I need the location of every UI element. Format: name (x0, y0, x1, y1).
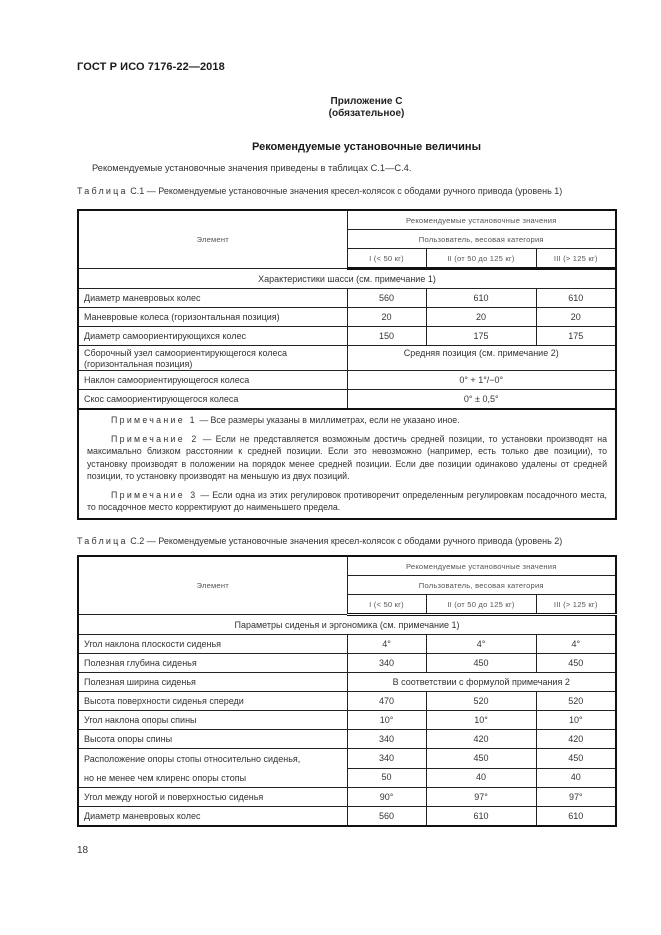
row-value: 470 (347, 692, 426, 711)
table-row (78, 692, 616, 711)
row-element: Угол наклона опоры спины (78, 711, 347, 730)
appendix-type: (обязательное) (328, 108, 405, 119)
row-value: 10° (536, 711, 616, 730)
row-value: 520 (426, 692, 536, 711)
section-row: Параметры сиденья и эргономика (см. примечание 1) (78, 615, 616, 635)
row-value: 560 (347, 289, 426, 308)
note-text: — Если одна из этих регулировок противоречит определенным регулировкам посадочного места, то посадочное место корректируют до наименьшего предела. (87, 489, 607, 512)
table-row (78, 730, 616, 749)
row-value: 150 (347, 327, 426, 346)
row-merged-value: 0° + 1°/−0° (347, 371, 616, 390)
row-value: 4° (536, 635, 616, 654)
table-row (78, 390, 616, 410)
row-value: 340 (347, 654, 426, 673)
table1-caption (77, 186, 562, 196)
row-element: Диаметр самоориентирующихся колес (78, 327, 347, 346)
row-value: 610 (536, 289, 616, 308)
header-recommended: Рекомендуемые установочные значения (347, 210, 616, 230)
header-user-category: Пользователь, весовая категория (347, 230, 616, 249)
note-3 (87, 489, 607, 514)
intro-paragraph: Рекомендуемые установочные значения приведены в таблицах С.1—С.4. (92, 163, 412, 173)
row-element: Полезная глубина сиденья (78, 654, 347, 673)
row-value: 90° (347, 788, 426, 807)
header-category-2: II (от 50 до 125 кг) (426, 595, 536, 615)
row-element: Сборочный узел самоориентирующегося колеса (горизонтальная позиция) (78, 346, 347, 371)
table1-caption-text: С.1 — Рекомендуемые установочные значения кресел-колясок с ободами ручного привода (уровень 1) (130, 186, 563, 196)
row-element: Угол наклона плоскости сиденья (78, 635, 347, 654)
table-row (78, 346, 616, 371)
table-c2 (77, 555, 617, 827)
row-value: 450 (536, 749, 616, 769)
table-row (78, 327, 616, 346)
note-1 (87, 414, 607, 427)
row-value: 420 (536, 730, 616, 749)
row-value: 610 (426, 289, 536, 308)
row-element: Полезная ширина сиденья (78, 673, 347, 692)
table-row (78, 289, 616, 308)
row-value: 610 (536, 807, 616, 827)
document-code: ГОСТ Р ИСО 7176-22—2018 (77, 61, 225, 73)
table2-caption-text: С.2 — Рекомендуемые установочные значения кресел-колясок с ободами ручного привода (уровень 2) (130, 536, 563, 546)
row-element-line1: Расположение опоры стопы относительно сиденья, (84, 754, 301, 764)
row-value: 450 (536, 654, 616, 673)
table-c1 (77, 209, 617, 520)
header-category-3: III (> 125 кг) (536, 595, 616, 615)
row-value: 520 (536, 692, 616, 711)
notes-cell (78, 409, 616, 519)
note-label: Примечание 2 (111, 433, 199, 444)
row-element: Маневровые колеса (горизонтальная позиция) (78, 308, 347, 327)
row-value: 20 (347, 308, 426, 327)
row-element: Высота поверхности сиденья спереди (78, 692, 347, 711)
table1-caption-label: Таблица (77, 186, 128, 196)
row-value: 40 (536, 768, 616, 788)
row-value: 20 (426, 308, 536, 327)
note-label: Примечание 3 (111, 489, 198, 500)
row-element-merged (78, 749, 347, 788)
table-row (78, 308, 616, 327)
table-row (78, 711, 616, 730)
header-element: Элемент (78, 556, 347, 615)
row-element: Высота опоры спины (78, 730, 347, 749)
row-value: 610 (426, 807, 536, 827)
row-value: 40 (426, 768, 536, 788)
row-element: Наклон самоориентирующегося колеса (78, 371, 347, 390)
table-row (78, 371, 616, 390)
row-value: 20 (536, 308, 616, 327)
row-value: 340 (347, 749, 426, 769)
section-row: Характеристики шасси (см. примечание 1) (78, 269, 616, 289)
row-value: 450 (426, 749, 536, 769)
row-element: Угол между ногой и поверхностью сиденья (78, 788, 347, 807)
table-row (78, 654, 616, 673)
header-element: Элемент (78, 210, 347, 269)
header-category-1: I (< 50 кг) (347, 595, 426, 615)
row-element-line2: но не менее чем клиренс опоры стопы (84, 773, 247, 783)
row-value: 50 (347, 768, 426, 788)
row-merged-value: В соответствии с формулой примечания 2 (347, 673, 616, 692)
note-2 (87, 433, 607, 483)
header-user-category: Пользователь, весовая категория (347, 576, 616, 595)
row-value: 4° (347, 635, 426, 654)
row-value: 10° (347, 711, 426, 730)
row-merged-value: 0° ± 0,5° (347, 390, 616, 410)
note-text: — Если не представляется возможным достичь средней позиции, то установки производят на максимально близком расстоянии к средней позиции. Если это невозможно (например, есть только две позиции), то установку производят в положении на порядок менее средней позиции. Если две позиции одинаково удалены от средней позиции, то установку производят на меньшую из двух позиций. (87, 433, 607, 481)
row-value: 340 (347, 730, 426, 749)
table-row (78, 807, 616, 827)
row-merged-value: Средняя позиция (см. примечание 2) (347, 346, 616, 371)
table-row (78, 749, 616, 769)
row-value: 560 (347, 807, 426, 827)
row-value: 10° (426, 711, 536, 730)
header-category-2: II (от 50 до 125 кг) (426, 249, 536, 269)
header-category-3: III (> 125 кг) (536, 249, 616, 269)
appendix-title: Приложение С (330, 96, 403, 107)
row-element: Диаметр маневровых колес (78, 289, 347, 308)
table2-caption-label: Таблица (77, 536, 128, 546)
note-label: Примечание 1 (111, 415, 197, 425)
header-recommended: Рекомендуемые установочные значения (347, 556, 616, 576)
header-category-1: I (< 50 кг) (347, 249, 426, 269)
section-title: Рекомендуемые установочные величины (252, 141, 481, 153)
row-value: 175 (426, 327, 536, 346)
row-element: Скос самоориентирующегося колеса (78, 390, 347, 410)
row-value: 97° (426, 788, 536, 807)
table-row (78, 788, 616, 807)
table-row (78, 635, 616, 654)
row-value: 420 (426, 730, 536, 749)
row-value: 4° (426, 635, 536, 654)
table2-caption (77, 536, 562, 546)
note-text: — Все размеры указаны в миллиметрах, если не указано иное. (199, 415, 460, 425)
row-value: 175 (536, 327, 616, 346)
page-number: 18 (77, 845, 89, 856)
row-value: 450 (426, 654, 536, 673)
row-value: 97° (536, 788, 616, 807)
table-row (78, 673, 616, 692)
row-element: Диаметр маневровых колес (78, 807, 347, 827)
